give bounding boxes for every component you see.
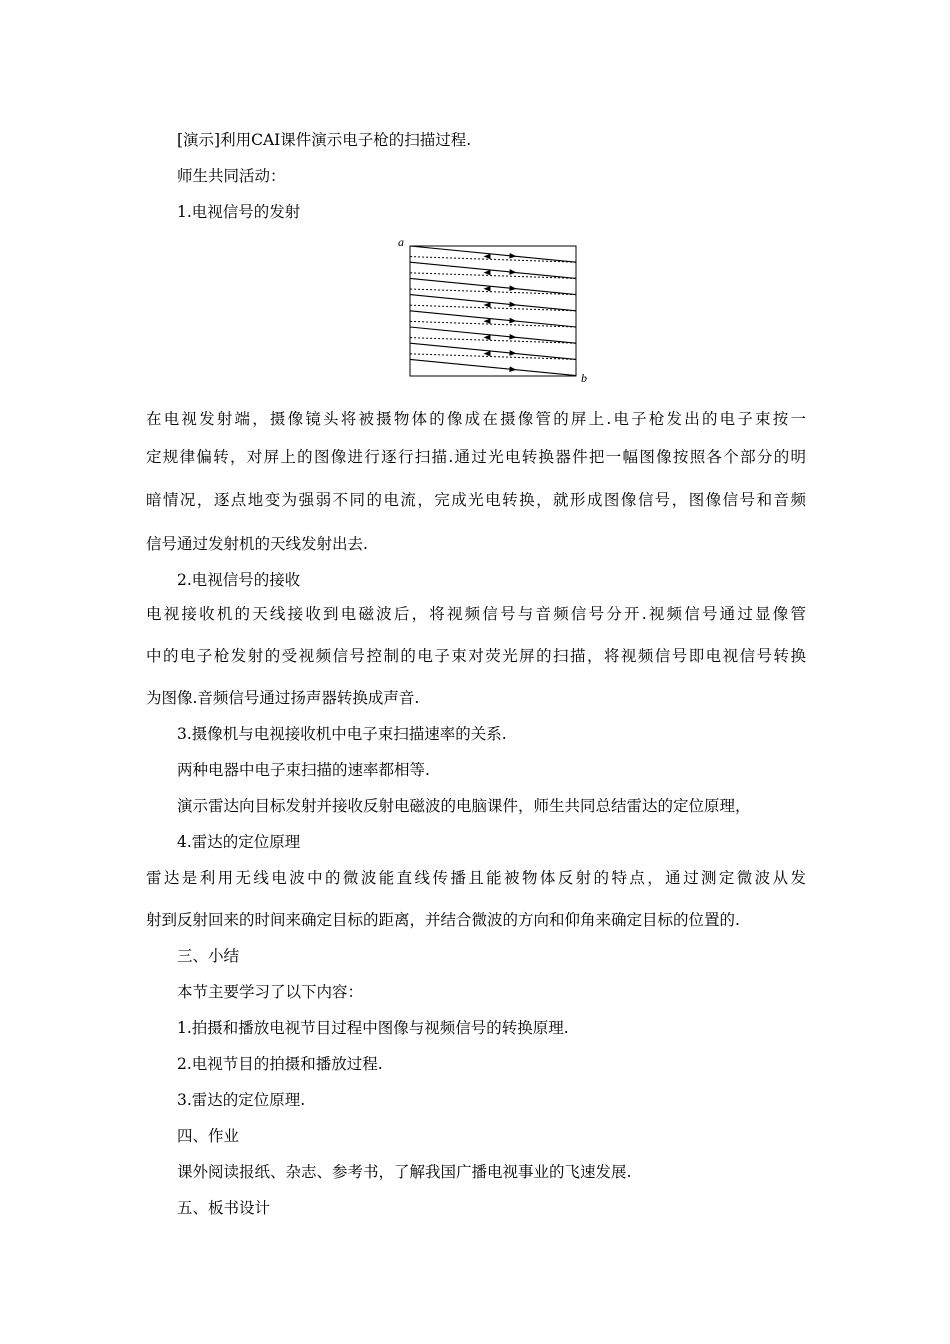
- label-a: a: [398, 235, 404, 249]
- scan-sweep-arrow: [507, 288, 513, 289]
- homework-heading: 四、作业: [177, 1127, 240, 1145]
- scan-sweep-arrow: [507, 256, 513, 257]
- section-3-heading: 3.摄像机与电视接收机中电子束扫描速率的关系.: [177, 725, 507, 743]
- summary-heading: 三、小结: [177, 947, 240, 965]
- scan-sweep-arrow: [507, 369, 513, 370]
- para-transmit-line-4: 信号通过发射机的天线发射出去.: [146, 535, 368, 553]
- para-radar-line-1: 雷达是利用无线电波中的微波能直线传播且能被物体反射的特点，通过测定微波从发: [146, 869, 806, 887]
- para-receive-line-3: 为图像.音频信号通过扬声器转换成声音.: [146, 689, 420, 707]
- activity-heading: 师生共同活动：: [177, 167, 286, 185]
- label-b: b: [581, 371, 587, 384]
- homework-text: 课外阅读报纸、杂志、参考书，了解我国广播电视事业的飞速发展.: [177, 1163, 632, 1181]
- para-radar-line-2: 射到反射回来的时间来确定目标的距离，并结合微波的方向和仰角来确定目标的位置的.: [146, 911, 740, 929]
- summary-item-3: 3.雷达的定位原理.: [177, 1091, 306, 1109]
- scan-sweep-arrow: [507, 337, 513, 338]
- scan-sweep-line: [410, 327, 576, 343]
- section-3-text: 两种电器中电子束扫描的速率都相等.: [177, 761, 430, 779]
- scan-lines-group: [410, 246, 576, 376]
- scan-sweep-arrow: [507, 320, 513, 321]
- scan-sweep-arrow: [507, 304, 513, 305]
- scan-sweep-arrow: [507, 272, 513, 273]
- board-design-heading: 五、板书设计: [177, 1199, 271, 1217]
- scan-sweep-line: [410, 359, 576, 375]
- section-1-heading: 1.电视信号的发射: [177, 203, 301, 221]
- summary-item-2: 2.电视节目的拍摄和播放过程.: [177, 1055, 383, 1073]
- radar-demo-line: 演示雷达向目标发射并接收反射电磁波的电脑课件，师生共同总结雷达的定位原理，: [177, 797, 751, 815]
- scan-sweep-line: [410, 278, 576, 294]
- para-transmit-line-3: 暗情况，逐点地变为强弱不同的电流，完成光电转换，就形成图像信号，图像信号和音频: [146, 491, 806, 509]
- para-transmit-line-2: 定规律偏转，对屏上的图像进行逐行扫描.通过光电转换器件把一幅图像按照各个部分的明: [146, 448, 806, 466]
- para-receive-line-1: 电视接收机的天线接收到电磁波后，将视频信号与音频信号分开.视频信号通过显像管: [146, 605, 806, 623]
- scan-sweep-line: [410, 295, 576, 311]
- electron-scan-diagram: [396, 232, 596, 384]
- scan-sweep-line: [410, 311, 576, 327]
- scan-sweep-line: [410, 343, 576, 359]
- summary-item-1: 1.拍摄和播放电视节目过程中图像与视频信号的转换原理.: [177, 1019, 569, 1037]
- demo-cai-line: [演示]利用CAI课件演示电子枪的扫描过程.: [177, 131, 472, 149]
- scan-sweep-line: [410, 246, 576, 262]
- scan-sweep-arrow: [507, 353, 513, 354]
- section-4-heading: 4.雷达的定位原理: [177, 833, 301, 851]
- para-transmit-line-1: 在电视发射端，摄像镜头将被摄物体的像成在摄像管的屏上.电子枪发出的电子束按一: [146, 410, 806, 428]
- summary-intro: 本节主要学习了以下内容：: [177, 983, 364, 1001]
- section-2-heading: 2.电视信号的接收: [177, 571, 301, 589]
- scan-sweep-line: [410, 262, 576, 278]
- para-receive-line-2: 中的电子枪发射的受视频信号控制的电子束对荧光屏的扫描，将视频信号即电视信号转换: [146, 647, 806, 665]
